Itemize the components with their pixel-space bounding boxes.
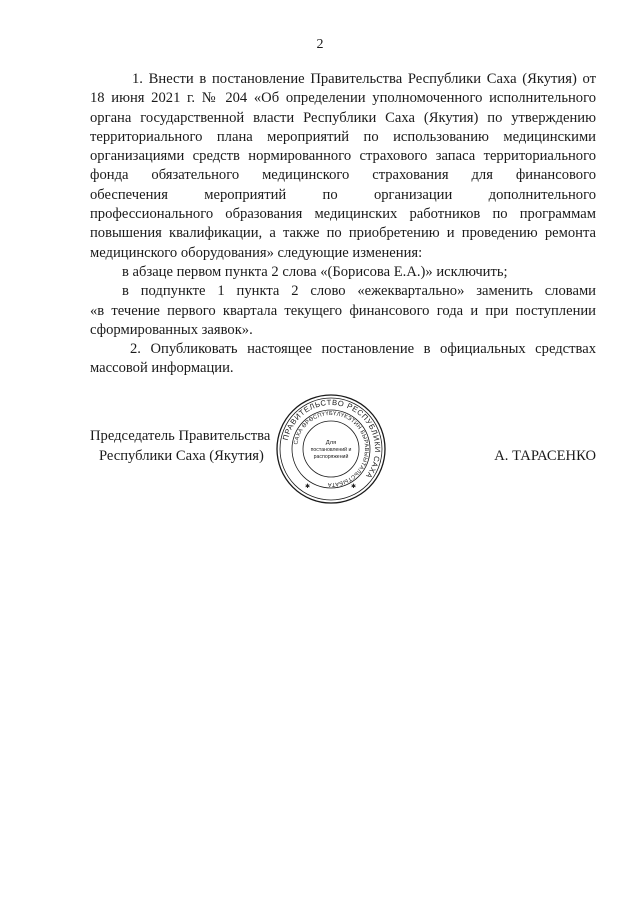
official-seal	[275, 393, 387, 505]
item-1-line: органа государственной власти Республики Саха (Якутия) по утверждению	[90, 109, 596, 126]
seal-star-icon: ✱	[305, 483, 311, 490]
document-body	[90, 70, 596, 379]
seal-inner-text: САХА ӨРӨСПҮҮБҮЛҮКЭТИН БЫРАВЫЫТАЛЬСТЫБАТА	[293, 410, 370, 488]
change-1-paragraph: в абзаце первом пункта 2 слова «(Борисова Е.А.)» исключить;	[122, 263, 508, 280]
seal-center-text: постановлений и	[310, 447, 352, 453]
position-line: Республики Саха (Якутия)	[99, 447, 264, 464]
seal-center-text: распоряжений	[313, 454, 349, 460]
seal-center-text: Для	[325, 440, 337, 446]
item-2-line: массовой информации.	[90, 360, 234, 377]
seal-star-icon: ✱	[351, 483, 357, 490]
change-2-line: в подпункте 1 пункта 2 слово «ежеквартально» заменить словами	[122, 283, 596, 300]
item-2-paragraph	[90, 340, 596, 379]
item-1-line: 1. Внести в постановление Правительства Республики Саха (Якутия) от	[132, 71, 596, 87]
page-number: 2	[316, 37, 324, 52]
item-1-line: фонда обязательного медицинского страхования для финансового	[90, 167, 596, 184]
item-1-paragraph	[90, 70, 596, 263]
item-1-line: профессионального образования медицинских работников по программам	[90, 206, 596, 223]
item-1-line: медицинского оборудования» следующие изменения:	[90, 244, 423, 261]
item-2-line: 2. Опубликовать настоящее постановление в официальных средствах	[130, 341, 596, 358]
signatory-position	[90, 427, 270, 466]
item-1-line: территориального плана мероприятий по использованию медицинскими	[90, 128, 596, 145]
item-1-line: обеспечения мероприятий по организации дополнительного	[90, 186, 596, 203]
change-2-line: сформированных заявок».	[90, 321, 253, 338]
signatory-name: А. ТАРАСЕНКО	[494, 447, 596, 464]
seal-outer-text: ПРАВИТЕЛЬСТВО РЕСПУБЛИКИ САХА	[280, 397, 383, 481]
item-1-line: организациями средств нормированного страхового запаса территориального	[90, 148, 596, 165]
position-line: Председатель Правительства	[90, 428, 271, 444]
item-1-line: 18 июня 2021 г. № 204 «Об определении уполномоченного исполнительного	[90, 90, 596, 107]
item-1-line: повышения квалификации, а также по приобретению и проведению ремонта	[90, 225, 596, 242]
change-2-line: «в течение первого квартала текущего финансового года и при поступлении	[90, 302, 596, 319]
change-2-paragraph	[90, 282, 596, 340]
